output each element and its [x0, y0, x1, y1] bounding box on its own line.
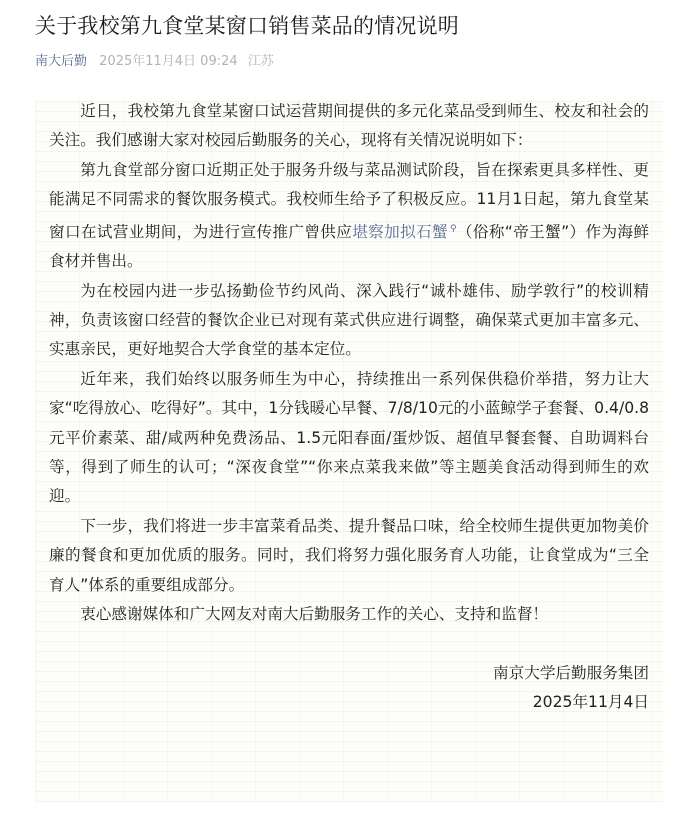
- paragraph-next-steps: 下一步，我们将进一步丰富菜肴品类、提升餐品口味，给全校师生提供更加物美价廉的餐食和更加优质的服务。同时，我们将努力强化服务育人功能，让食堂成为“三全育人”体系的重要组成部分。: [49, 516, 649, 594]
- paragraph-adjustment: 为在校园内进一步弘扬勤俭节约风尚、深入践行“诚朴雄伟、励学敦行”的校训精神，负责该窗口经营的餐饮企业已对现有菜式供应进行调整，确保菜式更加丰富多元、实惠亲民，更好地契合大学食堂的基本定位。: [49, 281, 649, 359]
- paragraph-text: （俗称“帝王蟹”）作为海鲜食材并售出。: [49, 222, 649, 271]
- author-link[interactable]: 南大后勤: [35, 54, 88, 69]
- article-title: 关于我校第九食堂某窗口销售菜品的情况说明: [35, 14, 459, 38]
- search-icon[interactable]: ⚲: [449, 223, 457, 234]
- signature-date: 2025年11月4日: [532, 693, 649, 712]
- article-body: [49, 100, 649, 718]
- paragraph-background: [49, 156, 649, 277]
- publish-location: 江苏: [247, 54, 274, 69]
- paragraph-text: 第九食堂部分窗口近期正处于服务升级与菜品测试阶段，旨在探索更具多样性、更能满足不同需求的餐饮服务模式。我校师生给予了积极反应。11月1日起，第九食堂某窗口在试营业期间，为进行宣传推广曾供应: [49, 160, 649, 241]
- paragraph-measures: 近年来，我们始终以服务师生为中心，持续推出一系列保供稳价举措，努力让大家“吃得放心、吃得好”。其中，1分钱暖心早餐、7/8/10元的小蓝鲸学子套餐、0.4/0.8元平价素菜、甜/咸两种免费汤品、1.5元阳春面/蛋炒饭、超值早餐套餐、自助调料台等，得到了师生的认可；“深夜食堂”“你来点菜我来做”等主题美食活动得到师生的欢迎。: [49, 369, 649, 506]
- spacer: [49, 630, 649, 659]
- signature-org: 南京大学后勤服务集团: [493, 663, 649, 682]
- paragraph-intro: 近日，我校第九食堂某窗口试运营期间提供的多元化菜品受到师生、校友和社会的关注。我们感谢大家对校园后勤服务的关心，现将有关情况说明如下：: [49, 102, 649, 150]
- article-content: [35, 100, 663, 802]
- paragraph-thanks: 衷心感谢媒体和广大网友对南大后勤服务工作的关心、支持和监督！: [80, 605, 549, 624]
- publish-datetime: 2025年11月4日 09:24: [99, 54, 238, 69]
- search-link-crab[interactable]: 堪察加拟石蟹: [352, 222, 448, 241]
- article-meta: [35, 52, 280, 72]
